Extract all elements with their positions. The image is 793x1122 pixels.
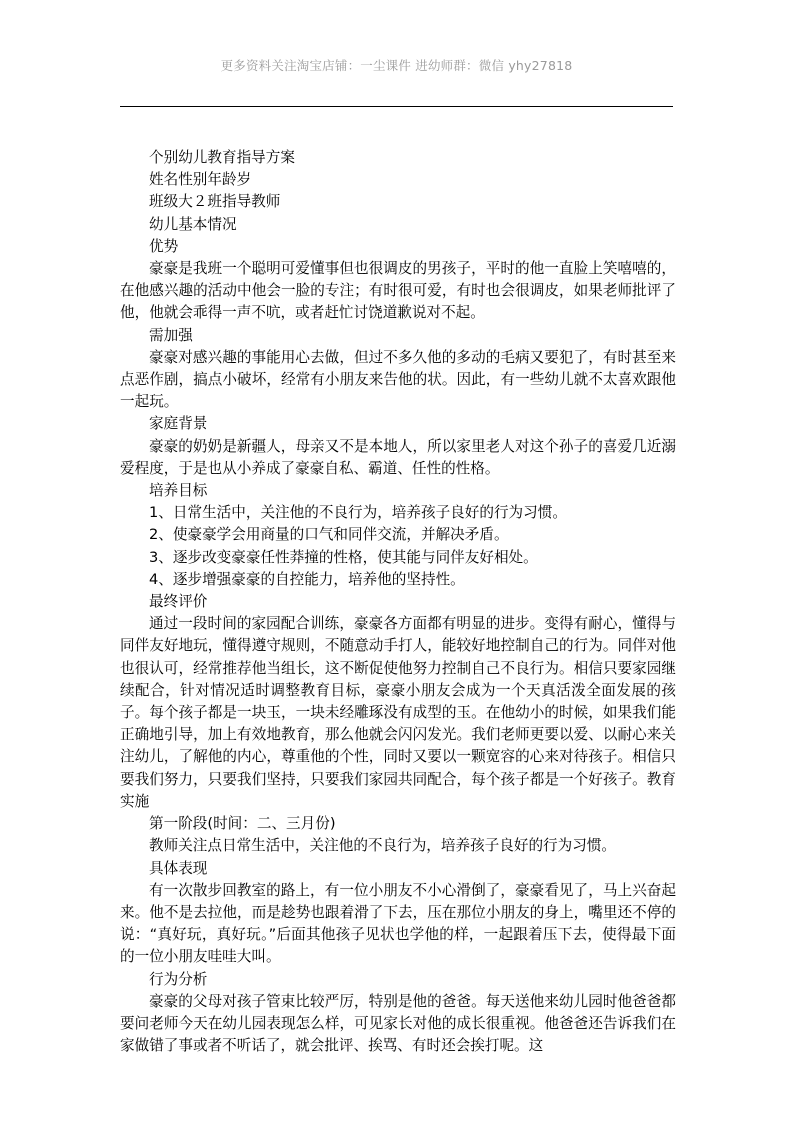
document-title: 个别幼儿教育指导方案 [149, 149, 295, 166]
page-header: 更多资料关注淘宝店铺：一尘课件 进幼师群：微信 yhy27818 [220, 58, 573, 73]
family-paragraph: 豪豪的奶奶是新疆人，母亲又不是本地人，所以家里老人对这个孙子的喜爱几近溺爱程度，于是也从小养成了豪豪自私、霸道、任性的性格。 [120, 437, 676, 477]
heading-analysis: 行为分析 [149, 970, 208, 988]
behavior-paragraph: 有一次散步回教室的路上，有一位小朋友不小心滑倒了，豪豪看见了，马上兴奋起来。他不是去拉他，而是趁势也跟着滑了下去，压在那位小朋友的身上，嘴里还不停的说：“真好玩，真好玩。”后面其他孩子见状也学他的样，一起跟着压下去，使得最下面的一位小朋友哇哇大叫。 [120, 881, 676, 966]
improve-paragraph: 豪豪对感兴趣的事能用心去做，但过不多久他的多动的毛病又要犯了，有时甚至来点恶作剧，搞点小破坏，经常有小朋友来告他的状。因此，有一些幼儿就不太喜欢跟他一起玩。 [120, 348, 676, 411]
section-basic-info: 幼儿基本情况 [149, 215, 237, 233]
goal-item-2: 2、使豪豪学会用商量的口气和同伴交流，并解决矛盾。 [149, 526, 509, 544]
stage-1-focus: 教师关注点日常生活中，关注他的不良行为，培养孩子良好的行为习惯。 [149, 837, 617, 855]
goal-item-3: 3、逐步改变豪豪任性莽撞的性格，使其能与同伴友好相处。 [149, 548, 538, 566]
header-divider [120, 106, 673, 107]
document-body [120, 147, 676, 1057]
goal-item-1: 1、日常生活中，关注他的不良行为，培养孩子良好的行为习惯。 [149, 504, 567, 522]
analysis-paragraph: 豪豪的父母对孩子管束比较严厉，特别是他的爸爸。每天送他来幼儿园时他爸爸都要问老师今天在幼儿园表现怎么样，可见家长对他的成长很重视。他爸爸还告诉我们在家做错了事或者不听话了，就会批评、挨骂、有时还会挨打呢。这 [120, 992, 676, 1055]
evaluation-paragraph: 通过一段时间的家园配合训练，豪豪各方面都有明显的进步。变得有耐心，懂得与同伴友好地玩，懂得遵守规则，不随意动手打人，能较好地控制自己的行为。同伴对他也很认可，经常推荐他当组长，这不断促使他努力控制自己不良行为。相信只要家园继续配合，针对情况适时调整教育目标，豪豪小朋友会成为一个天真活泼全面发展的孩子。每个孩子都是一块玉，一块未经雕琢没有成型的玉。在他幼小的时候，如果我们能正确地引导，加上有效地教育，那么他就会闪闪发光。我们老师更要以爱、以耐心来关注幼儿，了解他的内心，尊重他的个性，同时又要以一颗宽容的心来对待孩子。相信只要我们努力，只要我们坚持，只要我们家园共同配合，每个孩子都是一个好孩子。教育实施 [120, 615, 676, 810]
name-row: 姓名性别年龄岁 [149, 171, 252, 189]
heading-evaluation: 最终评价 [149, 593, 208, 611]
heading-goals: 培养目标 [149, 482, 208, 500]
heading-family: 家庭背景 [149, 415, 208, 433]
heading-strengths: 优势 [149, 237, 179, 255]
heading-improve: 需加强 [149, 326, 193, 344]
goal-item-4: 4、逐步增强豪豪的自控能力，培养他的坚持性。 [149, 570, 465, 588]
heading-stage-1: 第一阶段(时间：二、三月份) [149, 815, 336, 833]
heading-behavior: 具体表现 [149, 859, 208, 877]
class-row: 班级大２班指导教师 [149, 193, 281, 211]
strengths-paragraph: 豪豪是我班一个聪明可爱懂事但也很调皮的男孩子，平时的他一直脸上笑嘻嘻的，在他感兴趣的活动中他会一脸的专注；有时很可爱，有时也会很调皮，如果老师批评了他，他就会乖得一声不吭，或者赶忙讨饶道歉说对不起。 [120, 260, 676, 322]
